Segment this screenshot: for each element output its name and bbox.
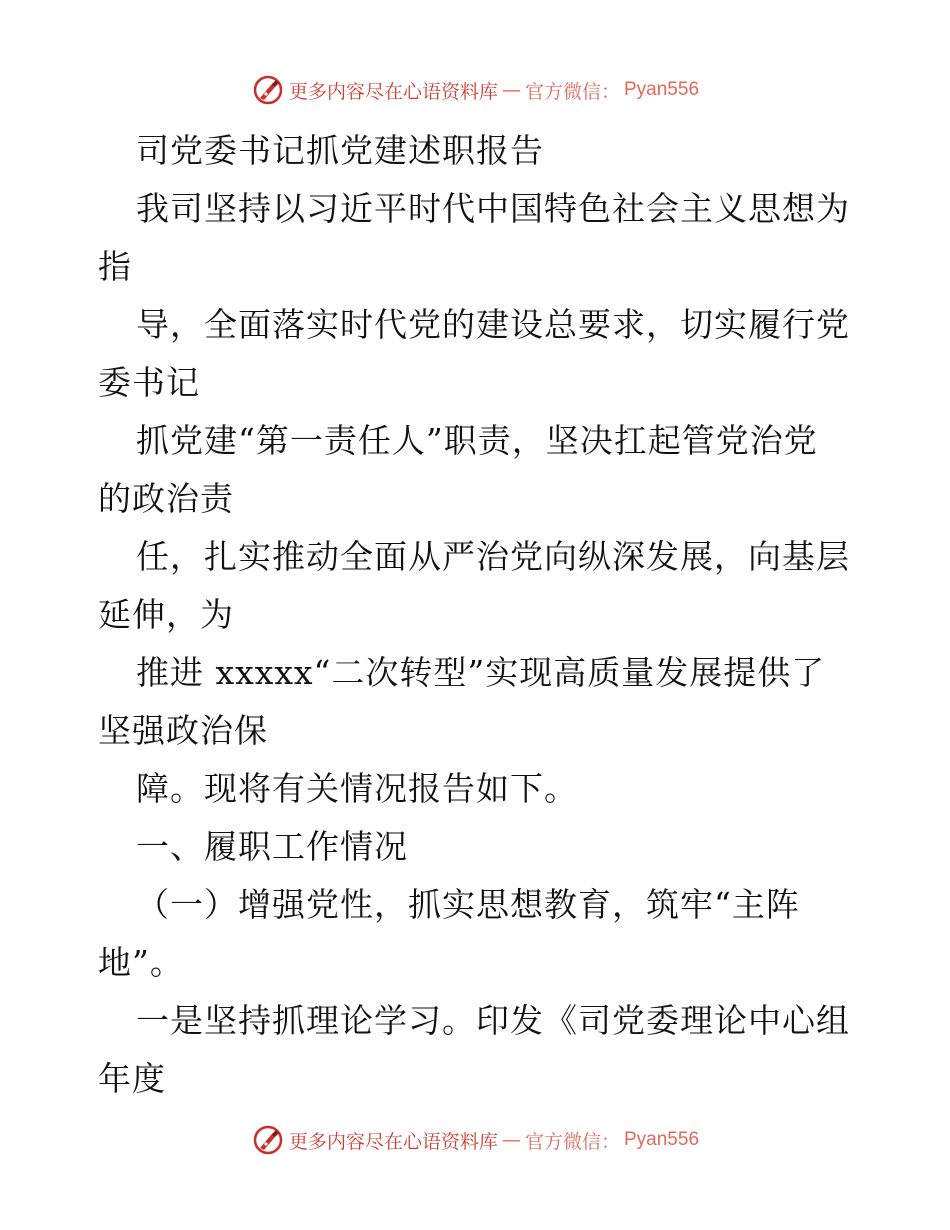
doc-line: 抓党建“第一责任人”职责，坚决扛起管党治党	[136, 421, 818, 460]
doc-line: 指	[98, 247, 132, 286]
doc-line: 一是坚持抓理论学习。印发《司党委理论中心组	[136, 1001, 850, 1040]
header-banner	[0, 70, 950, 110]
doc-line: 我司坚持以习近平时代中国特色社会主义思想为	[136, 189, 850, 228]
banner-separator: —	[501, 1129, 521, 1151]
doc-line: 委书记	[98, 363, 200, 402]
doc-title: 司党委书记抓党建述职报告	[136, 131, 544, 170]
doc-line: 地”。	[98, 943, 184, 982]
banner-title: 更多内容尽在心语资料库	[288, 1130, 498, 1153]
doc-line: 障。现将有关情况报告如下。	[136, 769, 578, 808]
banner-wechat-label: 官方微信：	[524, 80, 620, 103]
subsection-heading: （一）增强党性，抓实思想教育，筑牢“主阵	[136, 885, 800, 924]
pen-nib-logo-icon	[251, 73, 285, 107]
banner-wechat-id: Pyan556	[624, 79, 700, 100]
section-heading: 一、履职工作情况	[136, 827, 408, 866]
doc-line: 任，扎实推动全面从严治党向纵深发展，向基层	[136, 537, 850, 576]
banner-title: 更多内容尽在心语资料库	[288, 80, 498, 103]
doc-line: 推进 xxxxx“二次转型”实现高质量发展提供了	[136, 653, 826, 692]
doc-line: 的政治责	[98, 479, 234, 518]
document-body	[98, 122, 858, 1108]
doc-line: 延伸，为	[98, 595, 234, 634]
footer-banner	[0, 1120, 950, 1160]
doc-line: 坚强政治保	[98, 711, 268, 750]
banner-separator: —	[501, 79, 521, 101]
doc-line: 年度	[98, 1059, 166, 1098]
pen-nib-logo-icon	[251, 1123, 285, 1157]
doc-line: 导，全面落实时代党的建设总要求，切实履行党	[136, 305, 850, 344]
banner-wechat-id: Pyan556	[624, 1129, 700, 1150]
header-banner-inner	[251, 73, 699, 107]
banner-wechat-label: 官方微信：	[524, 1130, 620, 1153]
footer-banner-inner	[251, 1123, 699, 1157]
